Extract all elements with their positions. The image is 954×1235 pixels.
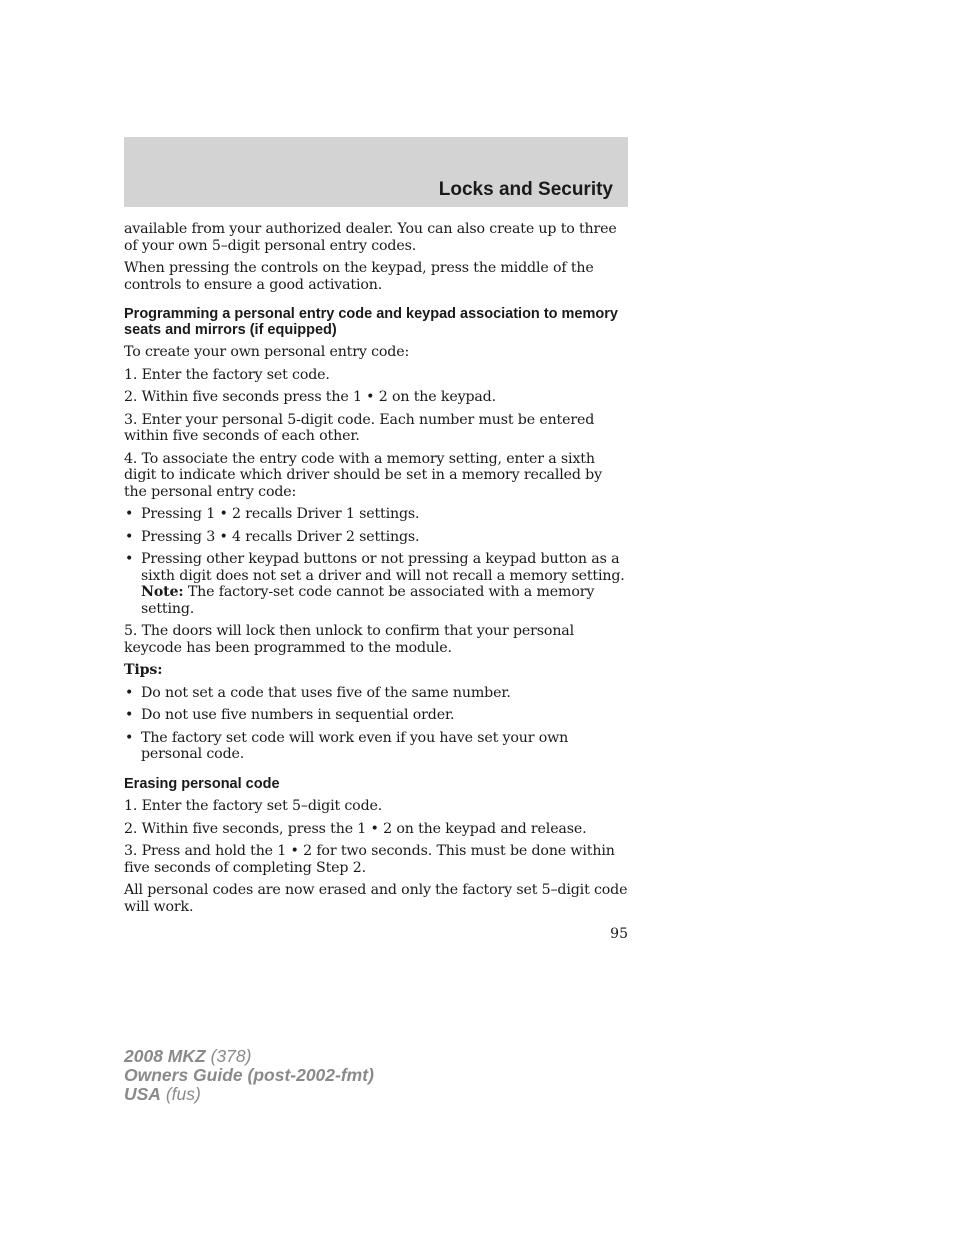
section-header-band	[124, 137, 628, 207]
footer-model-code: (378)	[205, 1046, 252, 1066]
programming-step-3: 3. Enter your personal 5-digit code. Each number must be entered within five seconds of each other.	[124, 411, 595, 444]
note-label: Note:	[141, 584, 184, 600]
list-item-text: Do not set a code that uses five of the same number.	[141, 684, 511, 701]
list-item-text: The factory set code will work even if you have set your own personal code.	[141, 729, 569, 762]
document-footer	[124, 1047, 374, 1104]
bullet-icon: •	[125, 684, 134, 701]
footer-model: 2008 MKZ	[124, 1046, 206, 1066]
list-item	[124, 685, 628, 702]
footer-model-line	[124, 1047, 374, 1066]
list-item	[124, 506, 628, 523]
programming-step-2: 2. Within five seconds press the 1 • 2 on the keypad.	[124, 389, 496, 405]
driver-settings-list	[124, 506, 628, 617]
footer-market-line	[124, 1085, 374, 1104]
erasing-step-3: 3. Press and hold the 1 • 2 for two seconds. This must be done within five seconds of completing Step 2.	[124, 843, 615, 876]
programming-lead: To create your own personal entry code:	[124, 344, 410, 360]
erasing-closing: All personal codes are now erased and only the factory set 5–digit code will work.	[124, 882, 628, 915]
list-item	[124, 730, 628, 763]
bullet-icon: •	[125, 528, 134, 545]
note-text: The factory-set code cannot be associated with a memory setting.	[141, 584, 595, 617]
list-item-text: Pressing 1 • 2 recalls Driver 1 settings.	[141, 506, 420, 522]
list-item	[124, 707, 628, 724]
erasing-step-2: 2. Within five seconds, press the 1 • 2 on the keypad and release.	[124, 820, 587, 837]
bullet-icon: •	[125, 729, 134, 746]
footer-market: USA	[124, 1084, 161, 1104]
list-item-text: Pressing other keypad buttons or not pressing a keypad button as a sixth digit does not set a driver and will not recall a memory setting.	[141, 551, 625, 584]
list-item-text: Pressing 3 • 4 recalls Driver 2 settings.	[141, 528, 420, 545]
list-item	[124, 551, 628, 617]
footer-market-code: (fus)	[160, 1084, 201, 1104]
intro-paragraph-2: When pressing the controls on the keypad, press the middle of the controls to ensure a good activation.	[124, 260, 594, 293]
footer-guide: Owners Guide (post-2002-fmt)	[124, 1065, 374, 1085]
erasing-step-1: 1. Enter the factory set 5–digit code.	[124, 798, 383, 814]
page-content	[124, 221, 628, 921]
tips-label: Tips:	[124, 662, 163, 678]
footer-guide-line	[124, 1066, 374, 1085]
bullet-icon: •	[125, 707, 134, 723]
programming-step-1: 1. Enter the factory set code.	[124, 366, 330, 383]
bullet-icon: •	[125, 551, 134, 567]
bullet-icon: •	[125, 506, 134, 522]
section-title: Locks and Security	[438, 179, 613, 200]
programming-step-5: 5. The doors will lock then unlock to confirm that your personal keycode has been programmed to the module.	[124, 623, 574, 656]
tips-list	[124, 685, 628, 763]
list-item	[124, 529, 628, 546]
programming-heading: Programming a personal entry code and keypad association to memory seats and mirrors (if equipped)	[124, 306, 618, 338]
erasing-heading: Erasing personal code	[124, 775, 280, 792]
page-number: 95	[610, 926, 628, 942]
programming-step-4: 4. To associate the entry code with a memory setting, enter a sixth digit to indicate which driver should be set in a memory recalled by the personal entry code:	[124, 450, 602, 500]
list-item-text: Do not use five numbers in sequential order.	[141, 707, 455, 723]
intro-paragraph-1: available from your authorized dealer. You can also create up to three of your own 5–digit personal entry codes.	[124, 221, 617, 254]
